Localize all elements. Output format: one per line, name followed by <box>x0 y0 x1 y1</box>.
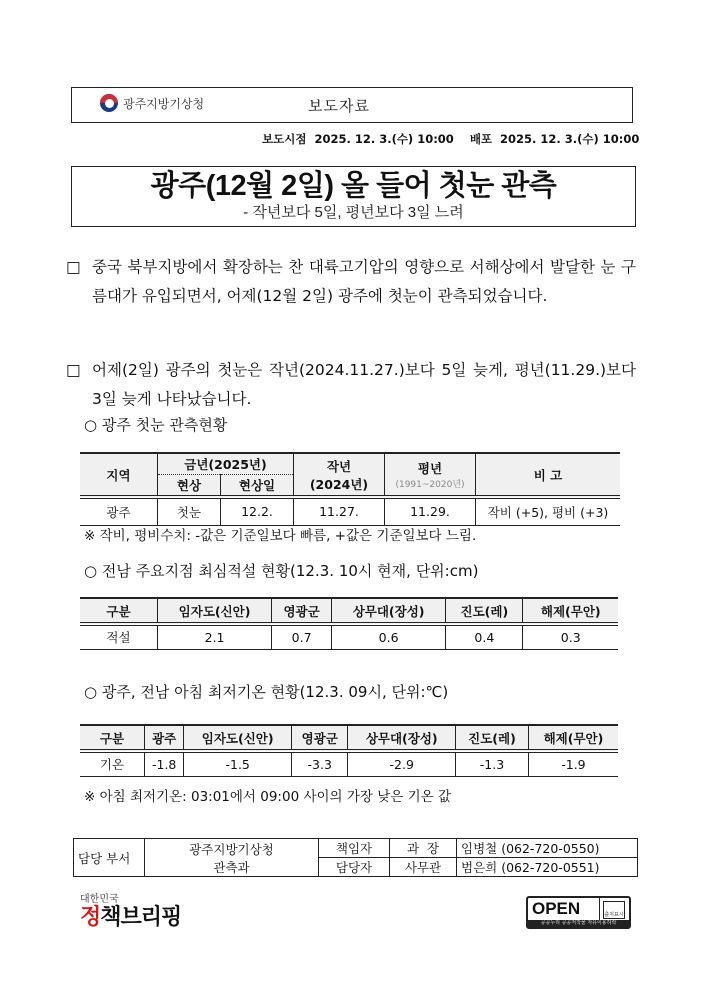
page-title: 광주(12월 2일) 올 들어 첫눈 관측 <box>150 170 557 202</box>
cell-value: -1.3 <box>456 751 529 776</box>
briefing-text: 책브리핑 <box>100 904 182 929</box>
person-cell: 범은희 (062-720-0551) <box>457 858 638 877</box>
col-imjado: 임자도(신안) <box>158 598 272 624</box>
release-info: 보도시점 2025. 12. 3.(수) 10:00 배포 2025. 12. 3.(수) 10:00 <box>262 132 640 146</box>
table-row <box>80 751 618 776</box>
briefing-accent: 정 <box>80 904 101 929</box>
taegeuk-logo-icon <box>100 94 118 112</box>
cell-value: 0.7 <box>272 624 332 649</box>
briefing-wordmark <box>80 905 181 929</box>
cell-date: 12.2. <box>221 497 294 525</box>
attribution-person-icon: 출처표시 <box>603 901 625 919</box>
min-temp-heading: ○ 광주, 전남 아침 최저기온 현황(12.3. 09시, 단위:℃) <box>84 683 449 701</box>
table-row <box>80 624 618 649</box>
paragraph-1 <box>66 253 636 311</box>
person-cell: 임병철 (062-720-0550) <box>457 839 638 858</box>
col-imjado: 임자도(신안) <box>184 725 292 751</box>
col-last-year <box>294 453 385 497</box>
cell-value: 0.3 <box>523 624 618 649</box>
col-gwangju: 광주 <box>145 725 184 751</box>
col-yeonggwang: 영광군 <box>272 598 332 624</box>
col-region: 지역 <box>80 453 158 497</box>
snow-depth-heading: ○ 전남 주요지점 최심적설 현황(12.3. 10시 현재, 단위:cm) <box>84 562 479 580</box>
col-remarks: 비 고 <box>476 453 621 497</box>
open-license-badge <box>526 896 631 929</box>
col-last-year-label: 작년 <box>326 458 352 474</box>
cell-last-year: 11.27. <box>294 497 385 525</box>
col-date: 현상일 <box>221 475 294 498</box>
col-category: 구분 <box>80 725 145 751</box>
dept-line-1: 광주지방기상청 <box>189 841 274 857</box>
cell-label: 기온 <box>80 751 145 776</box>
title-cell: 과 장 <box>390 839 457 858</box>
role-cell: 책임자 <box>319 839 390 858</box>
title-box <box>71 166 636 227</box>
divider <box>599 898 600 920</box>
dept-line-2: 관측과 <box>213 859 250 875</box>
title-cell: 사무관 <box>390 858 457 877</box>
col-phenomenon: 현상 <box>158 475 221 498</box>
cell-value: 2.1 <box>158 624 272 649</box>
col-normal-sub: (1991~2020년) <box>395 480 465 490</box>
col-yeonggwang: 영광군 <box>292 725 348 751</box>
square-bullet-icon: □ <box>66 361 81 379</box>
cell-value: -3.3 <box>292 751 348 776</box>
paragraph-text: 어제(2일) 광주의 첫눈은 작년(2024.11.27.)보다 5일 늦게, 평년(11.29.)보다 3일 늦게 나타났습니다. <box>92 361 636 408</box>
open-footer-text: 공공누리 공공저작물 자유이용허락 <box>528 920 629 927</box>
policy-briefing-logo <box>80 890 181 929</box>
cell-value: 0.6 <box>332 624 446 649</box>
cell-value: -1.9 <box>528 751 618 776</box>
cell-value: -2.9 <box>348 751 456 776</box>
col-normal <box>385 453 476 497</box>
role-cell: 담당자 <box>319 858 390 877</box>
min-temp-note: ※ 아침 최저기온: 03:01에서 09:00 사이의 가장 낮은 기온 값 <box>84 789 452 805</box>
table-row <box>80 497 620 525</box>
briefing-country: 대한민국 <box>80 894 119 905</box>
col-this-year: 금년(2025년) <box>158 453 294 475</box>
cell-remarks: 작비 (+5), 평비 (+3) <box>476 497 621 525</box>
square-bullet-icon: □ <box>66 258 81 276</box>
min-temp-table <box>80 724 618 777</box>
cell-phenomenon: 첫눈 <box>158 497 221 525</box>
agency-logo-group <box>100 94 204 112</box>
col-haeje: 해제(무안) <box>523 598 618 624</box>
open-word: OPEN <box>532 899 581 918</box>
col-normal-label: 평년 <box>417 461 443 476</box>
col-haeje: 해제(무안) <box>528 725 618 751</box>
col-jindo: 진도(레) <box>456 725 529 751</box>
doc-type: 보도자료 <box>308 97 370 115</box>
first-snow-heading: ○ 광주 첫눈 관측현황 <box>84 416 228 434</box>
dept-label: 담당 부서 <box>74 839 145 877</box>
cell-value: -1.8 <box>145 751 184 776</box>
col-sangmudae: 상무대(장성) <box>332 598 446 624</box>
cell-value: -1.5 <box>184 751 292 776</box>
col-jindo: 진도(레) <box>446 598 523 624</box>
snow-depth-table <box>80 597 618 650</box>
col-last-year-sub: (2024년) <box>309 476 369 492</box>
col-sangmudae: 상무대(장성) <box>348 725 456 751</box>
first-snow-note: ※ 작비, 평비수치: -값은 기준일보다 빠름, +값은 기준일보다 느림. <box>84 528 477 544</box>
paragraph-2 <box>66 356 636 414</box>
col-category: 구분 <box>80 598 158 624</box>
dept-name <box>145 839 319 877</box>
page-subtitle: - 작년보다 5일, 평년보다 3일 느려 <box>243 204 464 221</box>
cell-normal: 11.29. <box>385 497 476 525</box>
agency-name: 광주지방기상청 <box>123 96 205 111</box>
cell-value: 0.4 <box>446 624 523 649</box>
first-snow-table <box>80 452 620 526</box>
paragraph-text: 중국 북부지방에서 확장하는 찬 대륙고기압의 영향으로 서해상에서 발달한 눈 구름대가 유입되면서, 어제(12월 2일) 광주에 첫눈이 관측되었습니다. <box>92 258 636 305</box>
cell-label: 적설 <box>80 624 158 649</box>
contact-table <box>73 838 638 877</box>
cell-region: 광주 <box>80 497 158 525</box>
